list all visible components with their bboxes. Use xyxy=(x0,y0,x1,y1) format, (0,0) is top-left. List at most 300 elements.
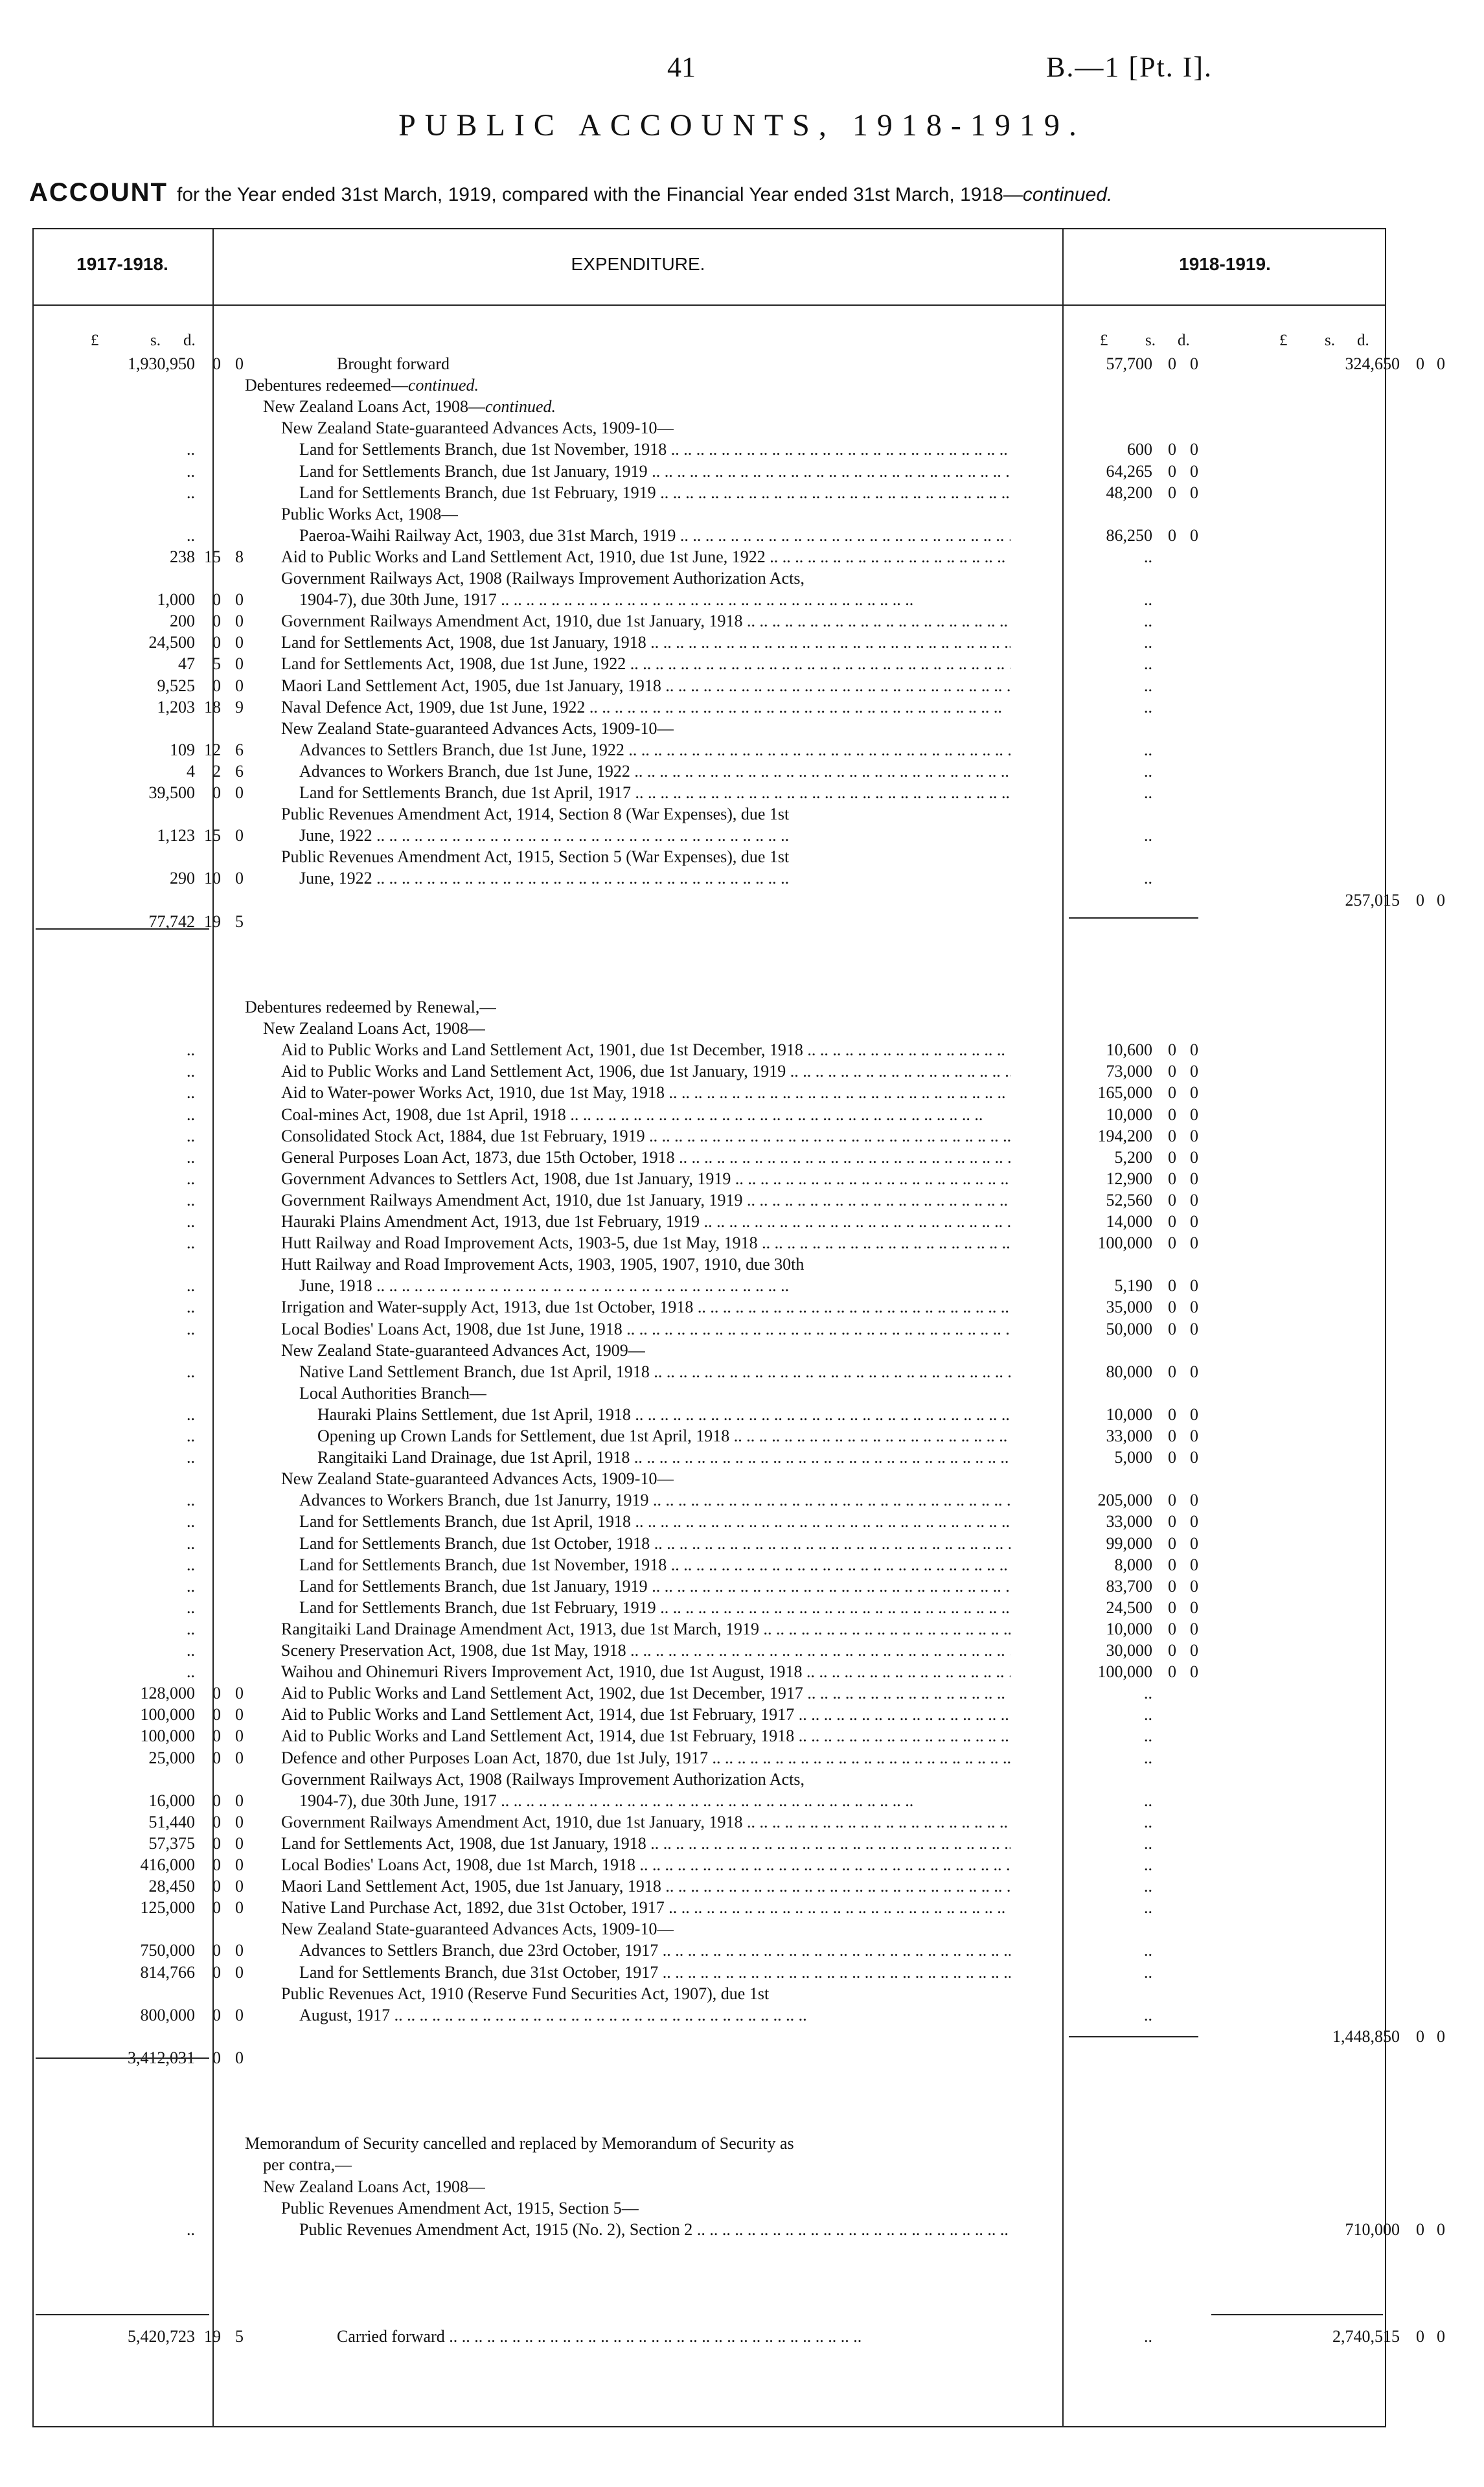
amount-1917-pounds: .. xyxy=(187,1619,195,1638)
row-description-text: New Zealand State-guaranteed Advances Acts, 1909-10— xyxy=(281,1920,674,1939)
amount-1917-pounds: 238 xyxy=(170,547,195,566)
row-description xyxy=(299,439,1010,460)
amount-1917-pounds: 3,412,031 xyxy=(128,2048,195,2067)
amount-1918-pounds: 24,500 xyxy=(1106,1598,1152,1617)
amount-1918-pounds: .. xyxy=(1144,1791,1152,1810)
amount-1917-pence: 6 xyxy=(235,740,244,759)
total-1918-pounds: 257,015 xyxy=(1345,890,1400,910)
amount-1917-pence: 0 xyxy=(235,1726,244,1746)
amount-1918-pounds: .. xyxy=(1144,697,1152,716)
row-description-text: Government Railways Act, 1908 (Railways Improvement Authorization Acts, xyxy=(281,1769,805,1789)
amount-1918-shillings: 0 xyxy=(1168,1662,1176,1682)
amount-1918-shillings: 0 xyxy=(1168,1276,1176,1296)
row-description xyxy=(299,1597,1010,1618)
amount-1918-pounds: .. xyxy=(1144,1812,1152,1831)
row-description-text: Irrigation and Water-supply Act, 1913, due 1st October, 1918 .. xyxy=(281,1298,1010,1316)
table-row xyxy=(0,954,1484,975)
row-description xyxy=(281,1254,804,1275)
row-description xyxy=(263,2176,485,2197)
row-description xyxy=(263,2154,352,2175)
row-description xyxy=(299,867,1010,889)
row-description-text: Government Railways Act, 1908 (Railways Improvement Authorization Acts, xyxy=(281,569,805,588)
table-row xyxy=(0,1618,1484,1640)
row-description xyxy=(299,525,1010,546)
row-description-text: Native Land Purchase Act, 1892, due 31st October, 1917 .. xyxy=(281,1898,1010,1917)
amount-1917-pounds: .. xyxy=(187,483,195,502)
amount-1917-shillings: 0 xyxy=(212,354,221,373)
row-description xyxy=(263,1018,485,1039)
row-description xyxy=(299,1554,1010,1576)
table-row xyxy=(0,1747,1484,1769)
amount-1918-pence: 0 xyxy=(1190,1619,1198,1638)
row-description xyxy=(299,461,1010,482)
row-description xyxy=(281,503,458,525)
row-description xyxy=(317,1404,1010,1425)
amount-1918-pence: 0 xyxy=(1190,1491,1198,1510)
table-row xyxy=(0,1704,1484,1725)
row-description-text: Local Bodies' Loans Act, 1908, due 1st June, 1918 .. xyxy=(281,1320,1010,1338)
amount-1917-pounds: 77,742 xyxy=(148,911,195,931)
amount-1917-pence: 0 xyxy=(235,1791,244,1810)
amount-1918-shillings: 0 xyxy=(1168,1512,1176,1531)
amount-1917-shillings: 10 xyxy=(204,869,221,888)
amount-1918-pence: 0 xyxy=(1190,1083,1198,1103)
amount-1918-pence: 0 xyxy=(1190,1362,1198,1381)
row-description-text: New Zealand Loans Act, 1908— xyxy=(263,2177,485,2196)
table-row xyxy=(0,1232,1484,1254)
row-description xyxy=(337,353,450,374)
row-description xyxy=(281,1918,674,1940)
amount-1917-shillings: 0 xyxy=(212,1791,221,1810)
amount-1917-pounds: 9,525 xyxy=(157,676,195,695)
row-description xyxy=(281,1147,1010,1168)
row-description xyxy=(281,1104,1010,1125)
amount-1918-pounds: 35,000 xyxy=(1106,1298,1152,1317)
row-description xyxy=(281,846,789,867)
amount-1917-pence: 0 xyxy=(235,590,244,610)
amount-1917-shillings: 0 xyxy=(212,1941,221,1960)
amount-1917-pounds: 100,000 xyxy=(140,1726,195,1746)
amount-1918-pence: 0 xyxy=(1190,1641,1198,1660)
amount-1917-pence: 0 xyxy=(235,1748,244,1767)
table-row xyxy=(0,1018,1484,1039)
amount-1917-pence: 0 xyxy=(235,1833,244,1853)
row-description-text: Advances to Workers Branch, due 1st June, 1922 .. xyxy=(299,762,1010,781)
account-subtitle xyxy=(29,178,1112,207)
amount-1918-pounds: 10,600 xyxy=(1106,1040,1152,1060)
amount-1917-pounds: 100,000 xyxy=(140,1705,195,1725)
amount-1918-pounds: 86,250 xyxy=(1106,525,1152,545)
row-description xyxy=(299,1790,1010,1811)
table-row xyxy=(0,1940,1484,1961)
row-description xyxy=(281,1060,1010,1082)
row-description-text: Advances to Settlers Branch, due 23rd October, 1917 .. xyxy=(299,1941,1010,1960)
row-description xyxy=(299,1576,1010,1597)
amount-1918-pounds: 64,265 xyxy=(1106,461,1152,481)
row-description-text: New Zealand State-guaranteed Advances Acts, 1909-10— xyxy=(281,1469,674,1489)
amount-1918-shillings: 0 xyxy=(1168,1212,1176,1231)
row-description xyxy=(281,1725,1010,1747)
amount-1918-pounds: 12,900 xyxy=(1106,1169,1152,1188)
row-description-text: Public Revenues Amendment Act, 1915 (No. 2), Section 2 .. xyxy=(299,2220,1010,2239)
subtotal-rule-1917-a xyxy=(36,928,209,930)
amount-1918-pounds: .. xyxy=(1144,1705,1152,1725)
amount-1917-pence: 0 xyxy=(235,1812,244,1831)
amount-1918-pounds: 33,000 xyxy=(1106,1427,1152,1445)
row-description-text: Government Railways Amendment Act, 1910, due 1st January, 1918 .. xyxy=(281,612,1010,630)
table-row xyxy=(0,675,1484,696)
table-row xyxy=(0,1275,1484,1296)
unit-pence-1918-b: d. xyxy=(1357,332,1369,349)
subtotal-rule-1918-a xyxy=(1069,917,1198,919)
table-row xyxy=(0,589,1484,610)
row-description-text: Naval Defence Act, 1909, due 1st June, 1922 .. xyxy=(281,698,1002,716)
row-description-text: Government Railways Amendment Act, 1910, due 1st January, 1918 .. xyxy=(281,1813,1010,1831)
amount-1917-shillings: 0 xyxy=(212,1705,221,1725)
table-row xyxy=(0,1875,1484,1897)
amount-1918-pounds: .. xyxy=(1144,590,1152,610)
row-description-text: per contra,— xyxy=(263,2155,352,2175)
amount-1917-shillings: 0 xyxy=(212,1748,221,1767)
amount-1917-pounds: .. xyxy=(187,1512,195,1531)
amount-1917-shillings: 0 xyxy=(212,633,221,652)
table-row xyxy=(0,803,1484,825)
amount-1918-pounds: .. xyxy=(1144,783,1152,802)
table-row xyxy=(0,2004,1484,2026)
amount-1917-pence: 0 xyxy=(235,1705,244,1725)
amount-1917-pence: 0 xyxy=(235,676,244,695)
amount-1917-pounds: 28,450 xyxy=(148,1877,195,1896)
amount-1918-pounds: 14,000 xyxy=(1106,1212,1152,1231)
amount-1918-pence: 0 xyxy=(1190,1427,1198,1445)
amount-1917-pounds: 125,000 xyxy=(140,1898,195,1918)
amount-1918-pence: 0 xyxy=(1190,1040,1198,1060)
total-1918-pence: 0 xyxy=(1437,2327,1445,2346)
amount-1917-pounds: .. xyxy=(187,461,195,481)
amount-1918-pounds: .. xyxy=(1144,1833,1152,1853)
column-header-1917-1918: 1917-1918. xyxy=(76,254,168,274)
amount-1917-pounds: 39,500 xyxy=(148,783,195,802)
table-row xyxy=(0,2262,1484,2283)
amount-1918-shillings: 0 xyxy=(1168,1404,1176,1424)
column-header-expenditure: EXPENDITURE. xyxy=(571,254,705,274)
row-description-text: Hutt Railway and Road Improvement Acts, 1903, 1905, 1907, 1910, due 30th xyxy=(281,1255,805,1274)
table-row xyxy=(0,482,1484,503)
row-description-text: General Purposes Loan Act, 1873, due 15th October, 1918 .. xyxy=(281,1148,1010,1167)
row-description-text: Aid to Public Works and Land Settlement Act, 1914, due 1st February, 1917 .. xyxy=(281,1705,1010,1724)
account-description: for the Year ended 31st March, 1919, compared with the Financial Year ended 31st March, 1918— xyxy=(176,184,1023,205)
amount-1917-pounds: 128,000 xyxy=(140,1684,195,1703)
row-description xyxy=(317,1447,1010,1468)
total-1918-shillings: 0 xyxy=(1416,890,1424,910)
total-rule-1917 xyxy=(36,2314,209,2315)
amount-1918-shillings: 0 xyxy=(1168,1062,1176,1081)
row-description xyxy=(281,632,1010,653)
table-row xyxy=(0,1211,1484,1232)
row-description xyxy=(245,2133,794,2154)
row-description xyxy=(281,1682,1010,1704)
amount-1918-pounds: .. xyxy=(1144,1684,1152,1703)
amount-1918-shillings: 0 xyxy=(1168,1147,1176,1167)
amount-1918-pounds: .. xyxy=(1144,1726,1152,1746)
table-row xyxy=(0,1533,1484,1554)
row-description-text: Coal-mines Act, 1908, due 1st April, 1918 .. xyxy=(281,1105,983,1124)
row-description xyxy=(299,1940,1010,1961)
amount-1917-shillings: 0 xyxy=(212,1898,221,1918)
amount-1918-pounds: 73,000 xyxy=(1106,1062,1152,1081)
row-description-text: New Zealand State-guaranteed Advances Acts, 1909-10— xyxy=(281,718,674,738)
amount-1917-pounds: .. xyxy=(187,2219,195,2239)
amount-1918-pounds: 57,700 xyxy=(1106,354,1152,373)
row-description xyxy=(337,2326,1066,2347)
table-row xyxy=(0,2219,1484,2240)
table-row xyxy=(0,1769,1484,1790)
amount-1918-pence: 0 xyxy=(1190,1598,1198,1617)
row-description xyxy=(281,610,1010,632)
row-description-text: Opening up Crown Lands for Settlement, due 1st April, 1918 .. xyxy=(317,1427,1010,1445)
row-description xyxy=(281,1211,1010,1232)
amount-1917-pounds: 1,203 xyxy=(157,697,195,716)
amount-1917-pence: 0 xyxy=(235,1855,244,1874)
amount-1918-pounds: .. xyxy=(1144,2005,1152,2024)
amount-1917-pounds: .. xyxy=(187,1298,195,1317)
row-description xyxy=(281,1082,1010,1103)
row-description xyxy=(299,1489,1010,1511)
amount-1918-pounds: 30,000 xyxy=(1106,1641,1152,1660)
account-word: ACCOUNT xyxy=(29,178,168,207)
amount-1918-pounds: .. xyxy=(1144,1877,1152,1896)
amount-1918-pence: 0 xyxy=(1190,483,1198,502)
amount-1918-pounds: 5,190 xyxy=(1114,1276,1152,1296)
amount-1917-pounds: .. xyxy=(187,1491,195,1510)
amount-1917-pence: 0 xyxy=(235,1941,244,1960)
table-row xyxy=(0,1404,1484,1425)
unit-shilling-1917: s. xyxy=(150,332,161,349)
amount-1917-shillings: 0 xyxy=(212,612,221,631)
row-description xyxy=(299,2219,1010,2240)
table-row xyxy=(0,503,1484,525)
amount-1918-pounds: 165,000 xyxy=(1097,1083,1152,1103)
total-1918-pounds: 2,740,515 xyxy=(1332,2327,1400,2346)
amount-1918-pounds: 5,000 xyxy=(1114,1448,1152,1467)
table-row xyxy=(0,1447,1484,1468)
amount-1918-pounds: .. xyxy=(1144,2327,1152,2346)
row-description-text: Advances to Workers Branch, due 1st Janurry, 1919 .. xyxy=(299,1491,1010,1509)
row-description-text: Aid to Public Works and Land Settlement Act, 1906, due 1st January, 1919 .. xyxy=(281,1062,1010,1081)
row-description-text: Land for Settlements Branch, due 1st October, 1918 .. xyxy=(299,1534,1010,1553)
row-description xyxy=(299,1533,1010,1554)
row-description-text: Land for Settlements Branch, due 1st February, 1919 .. xyxy=(299,1598,1010,1617)
row-description-text: Aid to Public Works and Land Settlement Act, 1901, due 1st December, 1918 .. xyxy=(281,1040,1010,1059)
row-description-text: Consolidated Stock Act, 1884, due 1st February, 1919 .. xyxy=(281,1127,1010,1145)
amount-1918-pence: 0 xyxy=(1190,1298,1198,1317)
amount-1918-pounds: .. xyxy=(1144,869,1152,888)
amount-1917-shillings: 18 xyxy=(204,697,221,716)
amount-1917-pounds: .. xyxy=(187,1276,195,1296)
table-row xyxy=(0,1147,1484,1168)
amount-1917-pounds: .. xyxy=(187,1169,195,1188)
table-row xyxy=(0,1361,1484,1382)
table-row xyxy=(0,546,1484,567)
amount-1917-shillings: 0 xyxy=(212,1833,221,1853)
account-continued: continued. xyxy=(1022,184,1113,205)
unit-pound-1918-b: £ xyxy=(1279,332,1288,349)
amount-1918-pounds: .. xyxy=(1144,1748,1152,1767)
amount-1917-pounds: .. xyxy=(187,1147,195,1167)
row-description-text: Public Revenues Amendment Act, 1914, Section 8 (War Expenses), due 1st xyxy=(281,805,790,824)
amount-1918-pounds: .. xyxy=(1144,740,1152,759)
row-description-text: Local Bodies' Loans Act, 1908, due 1st March, 1918 .. xyxy=(281,1855,1010,1874)
row-description xyxy=(299,1275,1010,1296)
amount-1918-pounds: 48,200 xyxy=(1106,483,1152,502)
row-description-text: June, 1918 .. xyxy=(299,1276,789,1295)
amount-1917-pounds: .. xyxy=(187,440,195,459)
row-description-text: Public Revenues Amendment Act, 1915, Section 5— xyxy=(281,2198,639,2218)
amount-1917-pounds: .. xyxy=(187,1427,195,1445)
unit-pound-1918-a: £ xyxy=(1100,332,1108,349)
table-row xyxy=(0,761,1484,782)
amount-1917-shillings: 0 xyxy=(212,1684,221,1703)
amount-1918-pence: 0 xyxy=(1190,1276,1198,1296)
amount-1918-shillings: 0 xyxy=(1168,1190,1176,1209)
amount-1917-pounds: .. xyxy=(187,1062,195,1081)
row-description xyxy=(281,1189,1010,1211)
table-row xyxy=(0,782,1484,803)
row-description-text: Rangitaiki Land Drainage, due 1st April, 1918 .. xyxy=(317,1448,1010,1467)
table-row xyxy=(0,1189,1484,1211)
amount-1918-shillings: 0 xyxy=(1168,1576,1176,1596)
row-description-text: Maori Land Settlement Act, 1905, due 1st January, 1918 .. xyxy=(281,1877,1010,1896)
row-description xyxy=(299,2004,1010,2026)
amount-1917-pounds: 1,930,950 xyxy=(128,354,195,373)
row-description xyxy=(281,1232,1010,1254)
amount-1917-pounds: 800,000 xyxy=(140,2005,195,2024)
amount-1917-pounds: .. xyxy=(187,1083,195,1103)
amount-1917-pounds: 57,375 xyxy=(148,1833,195,1853)
row-description xyxy=(299,782,1010,803)
row-description xyxy=(299,761,1010,782)
amount-1918-shillings: 0 xyxy=(1168,1319,1176,1338)
table-row xyxy=(0,1682,1484,1704)
amount-1918-pounds: 600 xyxy=(1127,440,1152,459)
column-header-1918-1919: 1918-1919. xyxy=(1179,254,1271,274)
table-row xyxy=(0,825,1484,846)
unit-shilling-1918-a: s. xyxy=(1145,332,1156,349)
amount-1918-shillings: 0 xyxy=(1168,1298,1176,1317)
row-description-text: Maori Land Settlement Act, 1905, due 1st January, 1918 .. xyxy=(281,676,1010,695)
amount-1917-shillings: 0 xyxy=(212,1962,221,1982)
row-description-text: June, 1922 .. xyxy=(299,869,789,888)
amount-1917-pounds: .. xyxy=(187,1212,195,1231)
table-row xyxy=(0,867,1484,889)
table-row xyxy=(0,1640,1484,1661)
total-1918-shillings: 0 xyxy=(1416,354,1424,373)
row-description-text: Aid to Water-power Works Act, 1910, due 1st May, 1918 .. xyxy=(281,1083,1010,1102)
amount-1918-shillings: 0 xyxy=(1168,1040,1176,1060)
page-number: 41 xyxy=(667,51,696,83)
table-row xyxy=(0,889,1484,911)
table-row xyxy=(0,1833,1484,1854)
header-divider xyxy=(32,304,1386,306)
amount-1918-shillings: 0 xyxy=(1168,1533,1176,1553)
amount-1918-shillings: 0 xyxy=(1168,1427,1176,1445)
amount-1917-pence: 6 xyxy=(235,761,244,781)
amount-1918-pence: 0 xyxy=(1190,440,1198,459)
amount-1917-pounds: 200 xyxy=(170,612,195,631)
amount-1918-shillings: 0 xyxy=(1168,1448,1176,1467)
amount-1918-pence: 0 xyxy=(1190,1512,1198,1531)
table-row xyxy=(0,653,1484,674)
row-description xyxy=(281,1168,1010,1189)
amount-1917-shillings: 0 xyxy=(212,2048,221,2067)
amount-1917-pounds: 24,500 xyxy=(148,633,195,652)
total-1918-pence: 0 xyxy=(1437,890,1445,910)
table-row xyxy=(0,1060,1484,1082)
amount-1917-pounds: .. xyxy=(187,1641,195,1660)
amount-1917-shillings: 0 xyxy=(212,590,221,610)
amount-1917-pence: 0 xyxy=(235,783,244,802)
row-description xyxy=(281,718,674,739)
total-1918-pounds: 710,000 xyxy=(1345,2219,1400,2239)
amount-1918-pounds: 100,000 xyxy=(1097,1662,1152,1682)
table-row xyxy=(0,2240,1484,2262)
amount-1918-shillings: 0 xyxy=(1168,1083,1176,1103)
total-1918-pence: 0 xyxy=(1437,2219,1445,2239)
amount-1918-pounds: .. xyxy=(1144,633,1152,652)
row-description-text: Land for Settlements Branch, due 1st February, 1919 .. xyxy=(299,483,1010,502)
amount-1918-pounds: .. xyxy=(1144,1962,1152,1982)
table-row xyxy=(0,1725,1484,1747)
table-row xyxy=(0,718,1484,739)
row-description xyxy=(281,1833,1010,1854)
amount-1917-pounds: 16,000 xyxy=(148,1791,195,1810)
amount-1917-pounds: 750,000 xyxy=(140,1941,195,1960)
total-1918-shillings: 0 xyxy=(1416,2026,1424,2046)
row-description xyxy=(299,482,1010,503)
table-row xyxy=(0,1318,1484,1340)
table-row xyxy=(0,1382,1484,1404)
amount-1918-pence: 0 xyxy=(1190,525,1198,545)
row-description xyxy=(281,1897,1010,1918)
table-row xyxy=(0,525,1484,546)
table-row xyxy=(0,696,1484,718)
row-description-text: Local Authorities Branch— xyxy=(299,1383,486,1403)
table-row xyxy=(0,2133,1484,2154)
amount-1917-shillings: 2 xyxy=(212,761,221,781)
amount-1917-pounds: .. xyxy=(187,1533,195,1553)
amount-1917-pence: 0 xyxy=(235,826,244,845)
table-row xyxy=(0,1340,1484,1361)
row-description xyxy=(281,2197,639,2219)
row-description-text: Hauraki Plains Settlement, due 1st April, 1918 .. xyxy=(317,1405,1010,1424)
table-row xyxy=(0,1854,1484,1875)
row-description-text: 1904-7), due 30th June, 1917 .. xyxy=(299,1791,913,1810)
amount-1918-pounds: 5,200 xyxy=(1114,1147,1152,1167)
row-description-text: New Zealand State-guaranteed Advances Acts, 1909-10— xyxy=(281,418,674,438)
row-description xyxy=(281,1039,1010,1060)
row-description-text: Land for Settlements Branch, due 1st April, 1917 .. xyxy=(299,783,1010,802)
row-description xyxy=(263,396,556,417)
total-1918-shillings: 0 xyxy=(1416,2219,1424,2239)
row-description-text: Aid to Public Works and Land Settlement Act, 1902, due 1st December, 1917 .. xyxy=(281,1684,1010,1702)
table-row xyxy=(0,911,1484,932)
amount-1918-pence: 0 xyxy=(1190,1147,1198,1167)
amount-1917-pounds: .. xyxy=(187,1319,195,1338)
amount-1917-pounds: 4 xyxy=(187,761,195,781)
table-row xyxy=(0,1897,1484,1918)
amount-1918-pence: 0 xyxy=(1190,1448,1198,1467)
amount-1918-pence: 0 xyxy=(1190,1126,1198,1145)
